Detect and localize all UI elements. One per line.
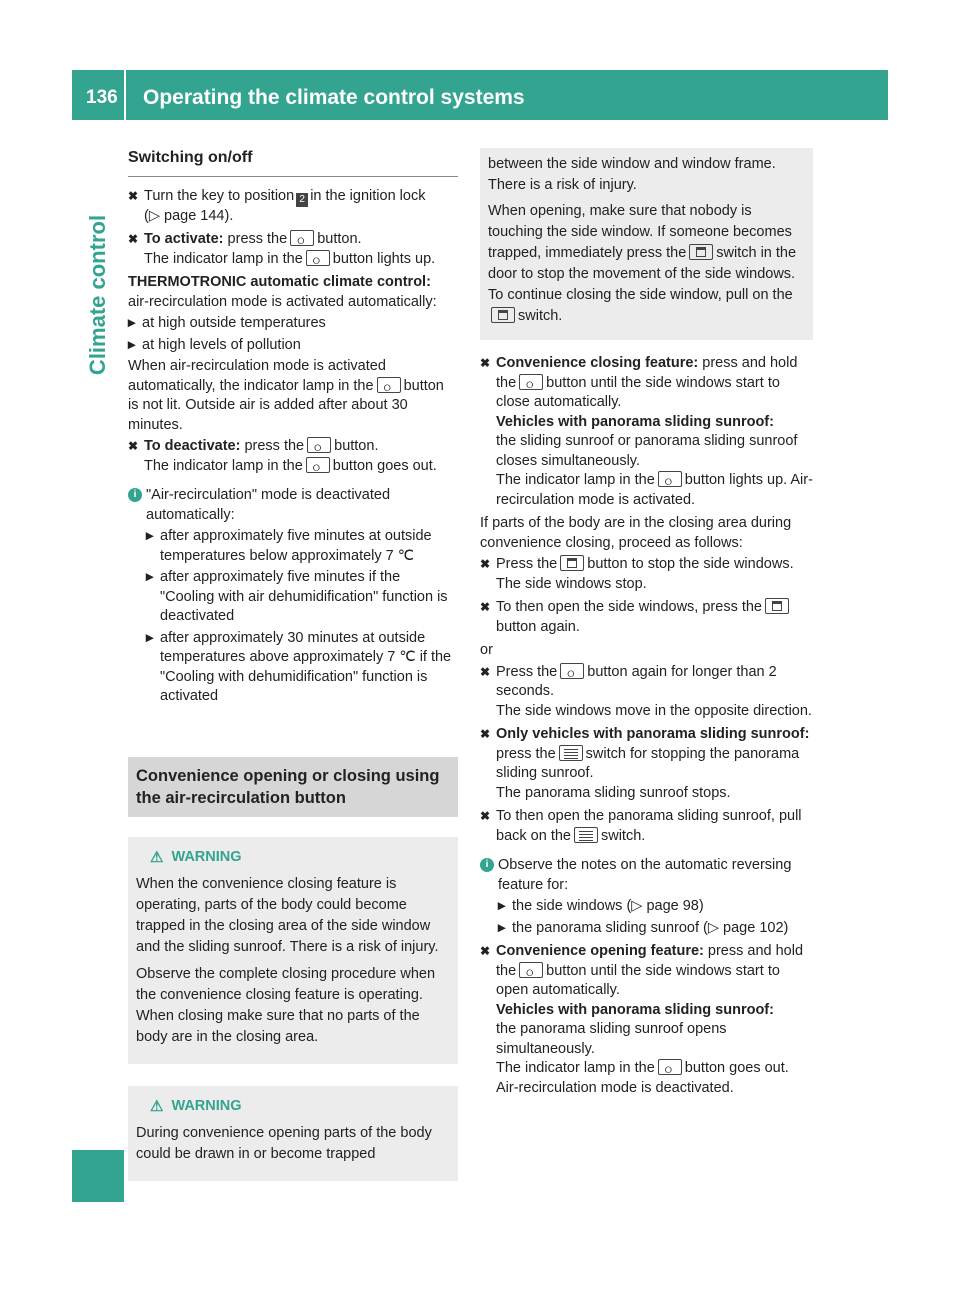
step-convenience-opening: ✖ Convenience opening feature: press and hold the⭘ button until the side windows start to open automatically. Vehicles with panorama sliding sunroof: the panorama sliding sunroof opens simultaneously. The indicator lamp in the⭘ button goes out. Air-recirculation mode is deactivated. [480,942,813,1098]
step-arrow-icon: ✖ [480,557,491,571]
list-item: ▸ the panorama sliding sunroof (▷ page 102) [498,919,789,936]
auto-activation-note: When air-recirculation mode is activated automatically, the indicator lamp in the⭘ button is not lit. Outside air is added after about 30 minutes. [128,357,458,435]
warning-box: ⚠ WARNING When the convenience closing feature is operating, parts of the body could become trapped in the closing area of the side window and the sliding sunroof. There is a risk of injury. Observe the complete closing procedure when the convenience closing feature is operating. When closing make sure that no parts of the body are in the closing area. [128,837,458,1064]
window-switch-icon [491,307,515,323]
recirculation-icon [519,374,543,390]
recirculation-icon [658,471,682,487]
page-title: Operating the climate control systems [143,86,525,109]
step-sunroof-open: ✖ To then open the panorama sliding sunroof, pull back on the switch. [480,808,802,844]
step-turn-key: ✖ Turn the key to position 2 in the ignition lock (▷ page 144). [128,187,426,224]
step-arrow-icon: ✖ [480,809,491,823]
side-chapter-label: Climate control [85,214,110,376]
list-item: ▸ after approximately 30 minutes at outside temperatures above approximately 7 ℃ if the "Cooling with dehumidification" function is activated [146,629,452,704]
step-arrow-icon: ✖ [480,727,491,741]
list-item: ▸ at high outside temperatures [128,315,326,331]
recirculation-icon [306,250,330,266]
recirculation-icon [560,663,584,679]
warning-icon: ⚠ [150,1097,164,1115]
info-note: i Observe the notes on the automatic reversing feature for: ▸ the side windows (▷ page 98) ▸ the panorama sliding sunroof (▷ page 102) [480,856,813,938]
step-reverse-windows: ✖ Press the⭘ button again for longer than 2 seconds. The side windows move in the opposite direction. [480,663,813,722]
warning-icon: ⚠ [150,848,164,866]
list-item: ▸ after approximately five minutes if the "Cooling with air dehumidification" function is deactivated [146,569,448,624]
or-text: or [480,642,493,658]
section-heading: Switching on/off [128,148,458,177]
step-arrow-icon: ✖ [480,600,491,614]
step-sunroof-stop: ✖ Only vehicles with panorama sliding sunroof: press the switch for stopping the panorama sliding sunroof. The panorama sliding sunroof stops. [480,726,810,801]
closing-area-note: If parts of the body are in the closing area during convenience closing, proceed as follows: [480,515,792,551]
step-arrow-icon: ✖ [128,188,139,203]
side-chapter-marker [72,1150,124,1202]
recirculation-icon [306,457,330,473]
window-switch-icon [765,598,789,614]
info-note: i "Air-recirculation" mode is deactivated automatically: ▸ after approximately five minutes at outside temperatures below approximately 7 ℃ ▸ after approximately five minutes if the "Cooling with air dehumidification" function is deactivated ▸ after approximately 30 minutes at outside temperatures above approximately 7 ℃ if the "Cooling with dehumidification" function is activated [128,486,458,707]
window-switch-icon [560,555,584,571]
step-deactivate: ✖ To deactivate: press the⭘ button. The indicator lamp in the⭘ button goes out. [128,437,458,476]
thermotronic-note: THERMOTRONIC automatic climate control: air-recirculation mode is activated automatically: [128,274,437,310]
recirculation-icon [377,377,401,393]
step-convenience-closing: ✖ Convenience closing feature: press and hold the⭘ button until the side windows start to close automatically. Vehicles with panorama sliding sunroof: the sliding sunroof or panorama sliding sunroof closes simultaneously. The indicator lamp in the⭘ button lights up. Air-recirculation mode is activated. [480,354,813,510]
list-item: ▸ the side windows (▷ page 98) [498,898,704,914]
window-switch-icon [689,244,713,260]
step-arrow-icon: ✖ [128,232,139,246]
recirculation-icon [290,230,314,246]
step-arrow-icon: ✖ [480,944,491,958]
step-arrow-icon: ✖ [128,439,139,453]
list-item: ▸ at high levels of pollution [128,336,301,353]
step-stop-windows: ✖ Press the button to stop the side windows. The side windows stop. [480,556,794,592]
recirculation-icon [519,962,543,978]
list-item: ▸ after approximately five minutes at outside temperatures below approximately 7 ℃ [146,528,432,564]
step-arrow-icon: ✖ [480,356,491,370]
header-divider [124,70,126,120]
sunroof-switch-icon [574,827,598,843]
step-activate: ✖ To activate: press the⭘ button. The indicator lamp in the⭘ button lights up. [128,230,458,269]
warning-box-continued: between the side window and window frame. There is a risk of injury. When opening, make sure that nobody is touching the side window. If someone becomes trapped, immediately press the switch in the door to stop the movement of the side windows. To continue closing the side window, pull on theswitch. [480,148,813,340]
sunroof-switch-icon [559,745,583,761]
page-number: 136 [86,87,118,108]
step-open-windows: ✖ To then open the side windows, press thebutton again. [480,598,813,637]
info-icon: i [480,858,494,872]
recirculation-icon [307,437,331,453]
recirculation-icon [658,1059,682,1075]
section-title: Convenience opening or closing using the air-recirculation button [128,757,458,817]
warning-box: ⚠ WARNING During convenience opening parts of the body could be drawn in or become trapped [128,1086,458,1181]
right-column [480,148,813,1102]
left-column [128,148,458,1203]
step-arrow-icon: ✖ [480,664,491,679]
key-position-2-icon: 2 [296,193,308,207]
info-icon: i [128,488,142,502]
